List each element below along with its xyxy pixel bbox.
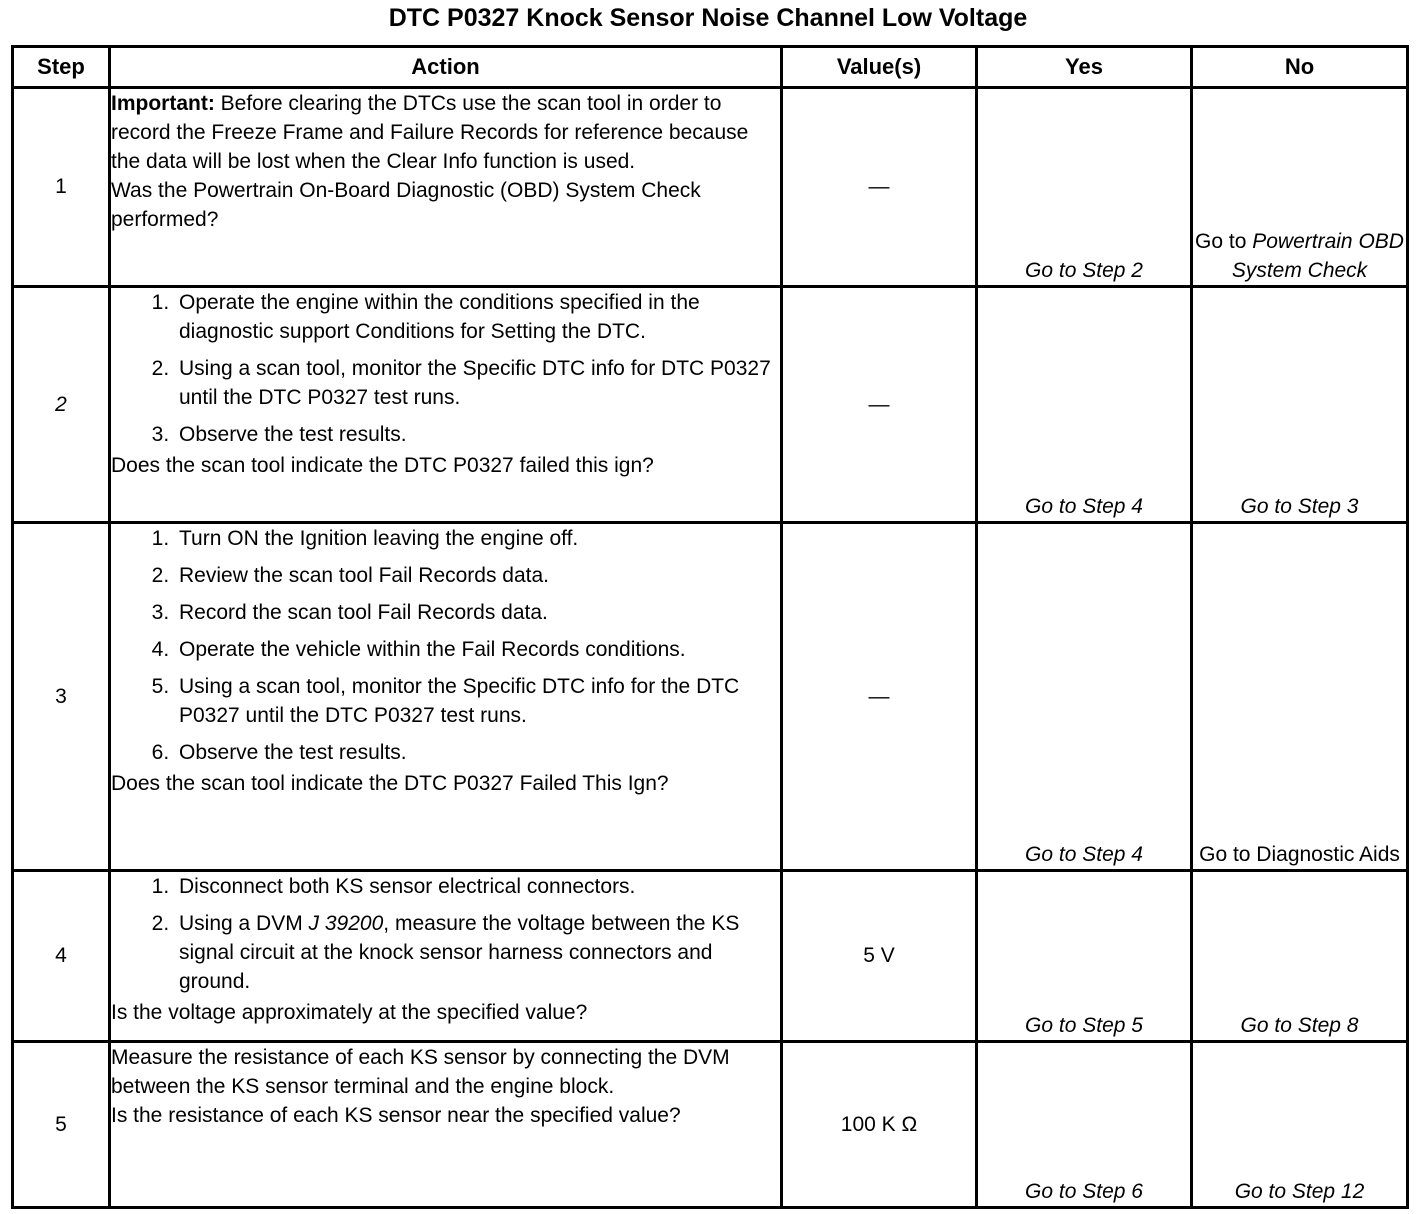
no-prefix: Go to [1195, 230, 1253, 253]
header-no: No [1192, 47, 1408, 88]
no-link[interactable]: Go to Step 3 [1240, 495, 1359, 518]
header-action: Action [110, 47, 782, 88]
no-link[interactable]: Go to Diagnostic Aids [1199, 843, 1400, 866]
no-link[interactable]: Go to Step 12 [1234, 1180, 1365, 1203]
list-item: 5. Using a scan tool, monitor the Specific DTC info for the DTC P0327 until the DTC P0327 test runs. [175, 672, 780, 730]
page-title: DTC P0327 Knock Sensor Noise Channel Low Voltage [388, 4, 1028, 32]
question: Does the scan tool indicate the DTC P0327 Failed This Ign? [111, 772, 669, 795]
question: Is the resistance of each KS sensor near the specified value? [111, 1104, 681, 1127]
question: Is the voltage approximately at the specified value? [111, 1001, 588, 1024]
list-item: 1. Turn ON the Ignition leaving the engine off. [175, 524, 780, 553]
tool-number: J 39200 [308, 912, 384, 935]
step-number: 4 [13, 871, 110, 1042]
procedure-list [111, 872, 780, 996]
list-item [175, 909, 780, 996]
diagnostic-table [11, 45, 1409, 1209]
yes-link[interactable]: Go to Step 6 [1025, 1180, 1143, 1203]
procedure-list [111, 288, 780, 449]
action-cell [110, 1042, 782, 1208]
list-item: 4. Operate the vehicle within the Fail Records conditions. [175, 635, 780, 664]
list-item: 2. Review the scan tool Fail Records data. [175, 561, 780, 590]
action-cell [110, 88, 782, 287]
question: Does the scan tool indicate the DTC P0327 failed this ign? [111, 454, 654, 477]
procedure-list [111, 524, 780, 767]
list-item: 6. Observe the test results. [175, 738, 780, 767]
header-yes: Yes [977, 47, 1192, 88]
step-number: 1 [13, 88, 110, 287]
value-cell: — [782, 88, 977, 287]
list-item: 2. Using a scan tool, monitor the Specific DTC info for DTC P0327 until the DTC P0327 test runs. [175, 354, 780, 412]
table-row [13, 871, 1408, 1042]
instruction-text: Measure the resistance of each KS sensor by connecting the DVM between the KS sensor terminal and the engine block. [111, 1046, 730, 1098]
table-row [13, 523, 1408, 871]
header-row [13, 47, 1408, 88]
question: Was the Powertrain On-Board Diagnostic (OBD) System Check performed? [111, 179, 701, 231]
header-step: Step [13, 47, 110, 88]
list-item: 1. Operate the engine within the conditions specified in the diagnostic support Conditions for Setting the DTC. [175, 288, 780, 346]
yes-cell [977, 88, 1192, 287]
yes-cell [977, 1042, 1192, 1208]
action-cell [110, 287, 782, 523]
step-number: 5 [13, 1042, 110, 1208]
yes-link[interactable]: Go to Step 4 [1025, 843, 1143, 866]
action-cell [110, 523, 782, 871]
no-link[interactable]: Go to Step 8 [1240, 1014, 1359, 1037]
value-cell: 5 V [782, 871, 977, 1042]
yes-cell [977, 287, 1192, 523]
yes-cell [977, 871, 1192, 1042]
important-label: Important: [111, 92, 215, 115]
yes-cell [977, 523, 1192, 871]
step-number: 3 [13, 523, 110, 871]
yes-link[interactable]: Go to Step 2 [1025, 259, 1143, 282]
no-cell [1192, 871, 1408, 1042]
list-item: 3. Record the scan tool Fail Records data. [175, 598, 780, 627]
table-row [13, 1042, 1408, 1208]
value-cell: — [782, 287, 977, 523]
no-cell [1192, 523, 1408, 871]
table-row [13, 287, 1408, 523]
value-cell: 100 K Ω [782, 1042, 977, 1208]
no-link[interactable]: Powertrain OBD System Check [1231, 230, 1404, 282]
no-cell [1192, 1042, 1408, 1208]
value-cell: — [782, 523, 977, 871]
list-item-text: , measure the voltage between the KS signal circuit at the knock sensor harness connectors and ground. [179, 912, 740, 993]
important-text: Before clearing the DTCs use the scan tool in order to record the Freeze Frame and Failure Records for reference because the data will be lost when the Clear Info function is used. [111, 92, 749, 173]
step-number: 2 [13, 287, 110, 523]
list-item-text: Using a DVM [179, 912, 309, 935]
list-item: 1. Disconnect both KS sensor electrical connectors. [175, 872, 780, 901]
table-row [13, 88, 1408, 287]
list-item: 3. Observe the test results. [175, 420, 780, 449]
yes-link[interactable]: Go to Step 4 [1025, 495, 1143, 518]
important-note [111, 89, 780, 176]
no-cell [1192, 88, 1408, 287]
header-values: Value(s) [782, 47, 977, 88]
no-cell [1192, 287, 1408, 523]
yes-link[interactable]: Go to Step 5 [1025, 1014, 1143, 1037]
action-cell [110, 871, 782, 1042]
